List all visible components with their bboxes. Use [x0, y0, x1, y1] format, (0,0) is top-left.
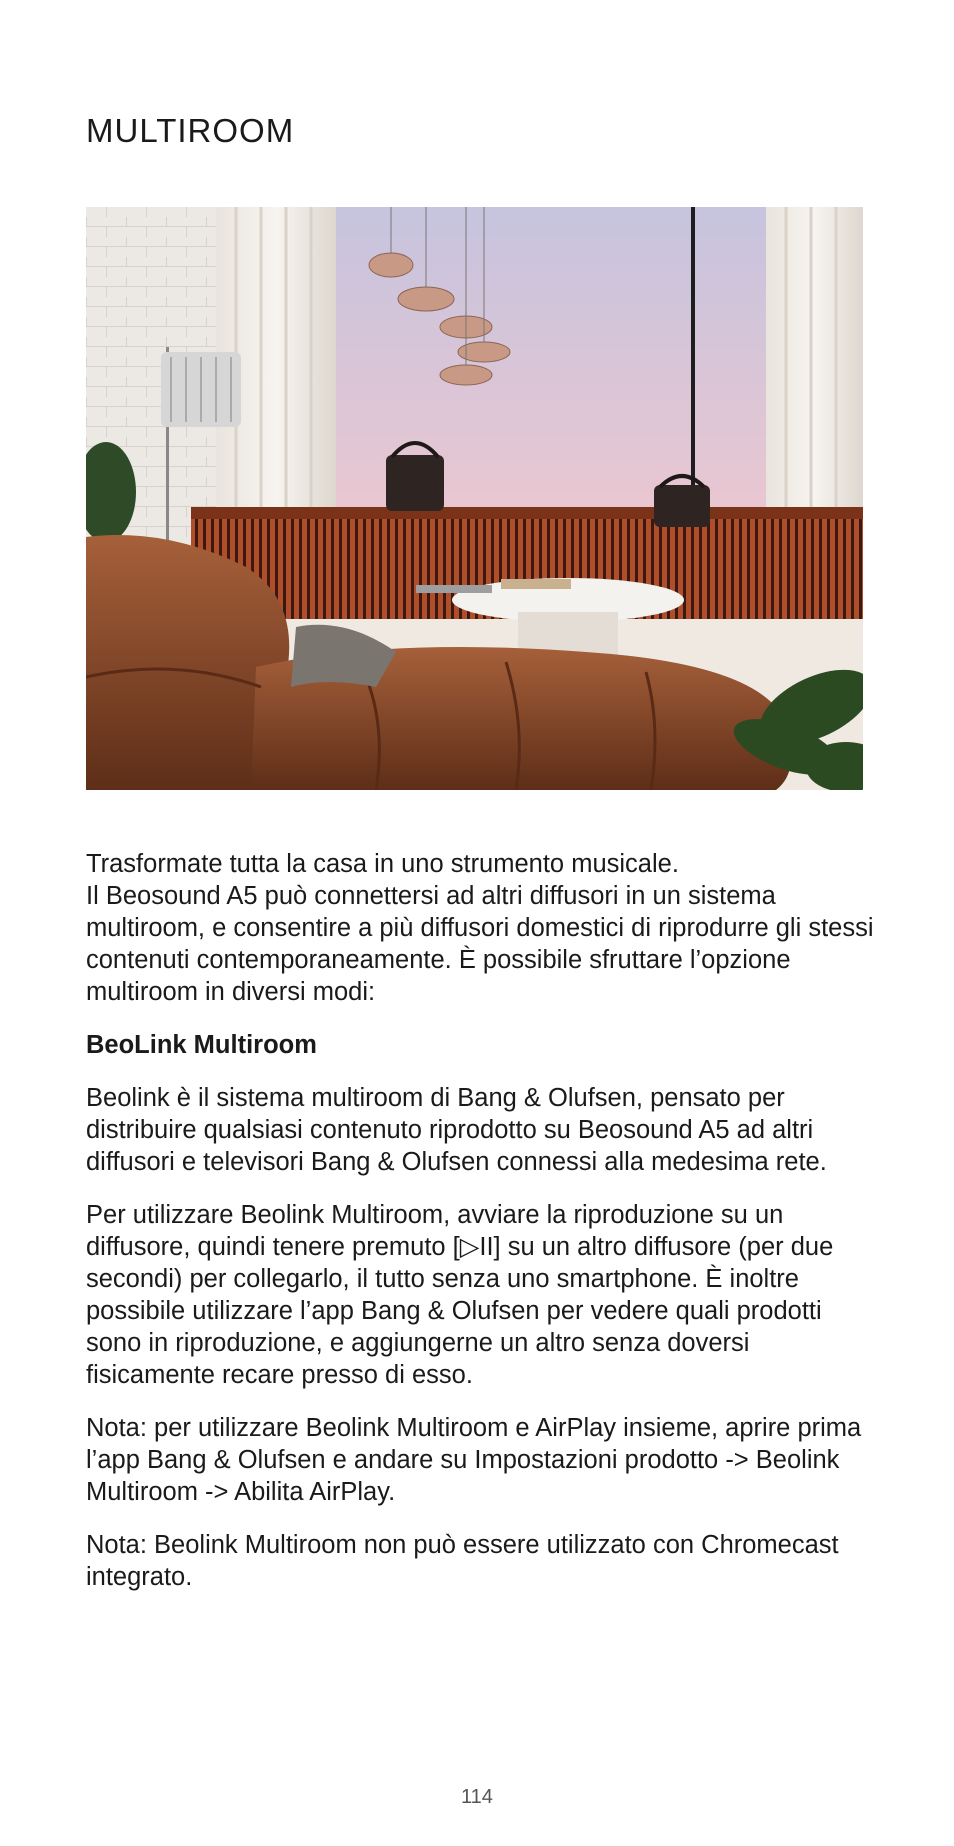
- hero-image: [86, 207, 863, 790]
- beolink-usage: Per utilizzare Beolink Multiroom, avviare la riproduzione su un diffusore, quindi tenere premuto [▷II] su un altro diffusore (per due secondi) per collegarlo, il tutto senza uno smartphone. È inoltre possibile utilizzare l’app Bang & Olufsen per vedere quali prodotti sono in riproduzione, e aggiungerne un altro senza doversi fisicamente recare presso di esso.: [86, 1201, 834, 1389]
- living-room-illustration: [86, 207, 863, 790]
- note-airplay: Nota: per utilizzare Beolink Multiroom e AirPlay insieme, aprire prima l’app Bang & Olufsen e andare su Impostazioni prodotto -> Beolink Multiroom -> Abilita AirPlay.: [86, 1414, 862, 1506]
- page-title: MULTIROOM: [86, 112, 295, 149]
- section-heading: BeoLink Multiroom: [86, 1031, 317, 1059]
- page-number: 114: [461, 1786, 493, 1808]
- intro-line-2: Il Beosound A5 può connettersi ad altri diffusori in un sistema multiroom, e consentire a più diffusori domestici di riprodurre gli stessi contenuti contemporaneamente. È possibile sfruttare l’opzione multiroom in diversi modi:: [86, 882, 874, 1006]
- beolink-description: Beolink è il sistema multiroom di Bang & Olufsen, pensato per distribuire qualsiasi contenuto riprodotto su Beosound A5 ad altri diffusori e televisori Bang & Olufsen connessi alla medesima rete.: [86, 1084, 827, 1176]
- intro-line-1: Trasformate tutta la casa in uno strumento musicale.: [86, 850, 679, 878]
- body-text: [86, 848, 876, 1614]
- intro-paragraph: [86, 848, 876, 1008]
- note-chromecast: Nota: Beolink Multiroom non può essere utilizzato con Chromecast integrato.: [86, 1531, 839, 1591]
